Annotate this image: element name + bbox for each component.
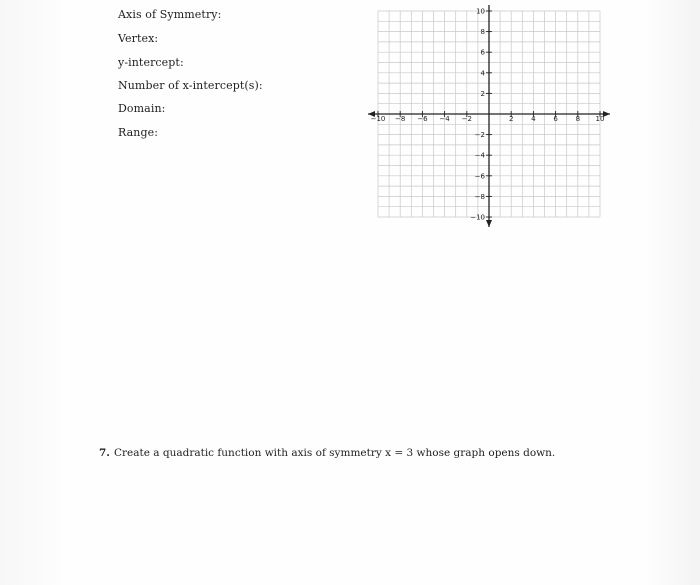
y-tick-label: −4 [474, 151, 485, 160]
x-intercepts-prompt: Number of x-intercept(s): [118, 79, 263, 92]
x-tick-label: 4 [531, 115, 536, 123]
y-tick-label: −10 [470, 213, 485, 222]
vertex-prompt: Vertex: [118, 32, 159, 45]
x-tick-label: −2 [461, 115, 472, 123]
x-tick-label: −10 [370, 115, 386, 123]
x-tick-label: −4 [439, 115, 450, 123]
x-tick-label: 10 [595, 115, 605, 123]
y-tick-label: 4 [480, 69, 485, 78]
y-intercept-prompt: y-intercept: [118, 56, 184, 69]
domain-prompt: Domain: [118, 102, 166, 115]
y-tick-label: 8 [480, 28, 485, 37]
y-tick-label: 6 [480, 48, 485, 57]
y-tick-label: −6 [474, 172, 485, 181]
question-7-text: Create a quadratic function with axis of symmetry x = 3 whose graph opens down. [113, 447, 556, 459]
x-tick-label: 2 [508, 115, 514, 123]
question-7-number: 7. [99, 447, 110, 459]
y-tick-label: 10 [476, 7, 485, 16]
y-axis-down-arrow-icon [486, 220, 492, 227]
x-tick-label: −6 [417, 115, 428, 123]
range-prompt: Range: [118, 126, 159, 139]
x-tick-label: −8 [395, 115, 406, 123]
y-tick-label: −2 [474, 131, 485, 140]
y-tick-label: −8 [474, 192, 485, 201]
x-tick-label: 8 [575, 115, 581, 123]
y-tick-label: 2 [480, 89, 485, 98]
x-tick-label: 6 [553, 115, 558, 123]
axis-of-symmetry-prompt: Axis of Symmetry: [118, 8, 222, 21]
question-7 [99, 447, 555, 459]
